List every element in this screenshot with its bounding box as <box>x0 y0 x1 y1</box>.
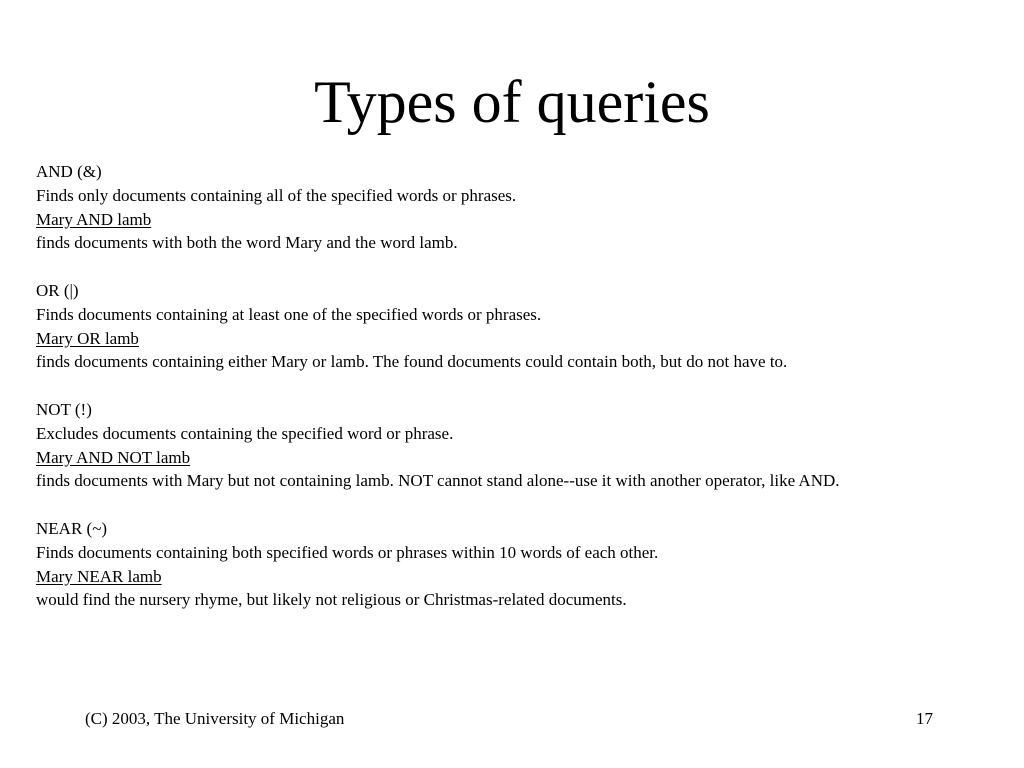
section-not <box>36 398 1006 493</box>
section-and <box>36 160 1006 255</box>
example-explanation: finds documents with Mary but not containing lamb. NOT cannot stand alone--use it with another operator, like AND. <box>36 471 840 491</box>
operator-description: Finds documents containing both specified words or phrases within 10 words of each other. <box>36 542 659 562</box>
operator-label: OR (|) <box>36 280 79 300</box>
section-or <box>36 279 1006 374</box>
slide-body <box>36 160 1006 636</box>
operator-label: AND (&) <box>36 162 102 181</box>
operator-description: Finds documents containing at least one of the specified words or phrases. <box>36 304 542 324</box>
example-explanation: finds documents with both the word Mary and the word lamb. <box>36 233 458 253</box>
slide-title: Types of queries <box>314 69 710 135</box>
operator-description: Finds only documents containing all of the specified words or phrases. <box>36 185 517 205</box>
example-query: Mary OR lamb <box>36 328 139 348</box>
operator-label: NOT (!) <box>36 399 92 419</box>
section-near <box>36 517 1006 612</box>
operator-description: Excludes documents containing the specified word or phrase. <box>36 423 454 443</box>
footer-page-number: 17 <box>916 709 933 728</box>
example-query: Mary AND lamb <box>36 209 152 229</box>
example-explanation: would find the nursery rhyme, but likely not religious or Christmas-related documents. <box>36 590 627 610</box>
example-explanation: finds documents containing either Mary or lamb. The found documents could contain both, but do not have to. <box>36 352 788 372</box>
operator-label: NEAR (~) <box>36 518 108 538</box>
example-query: Mary NEAR lamb <box>36 566 162 586</box>
example-query: Mary AND NOT lamb <box>36 447 191 467</box>
footer-copyright: (C) 2003, The University of Michigan <box>85 709 345 728</box>
